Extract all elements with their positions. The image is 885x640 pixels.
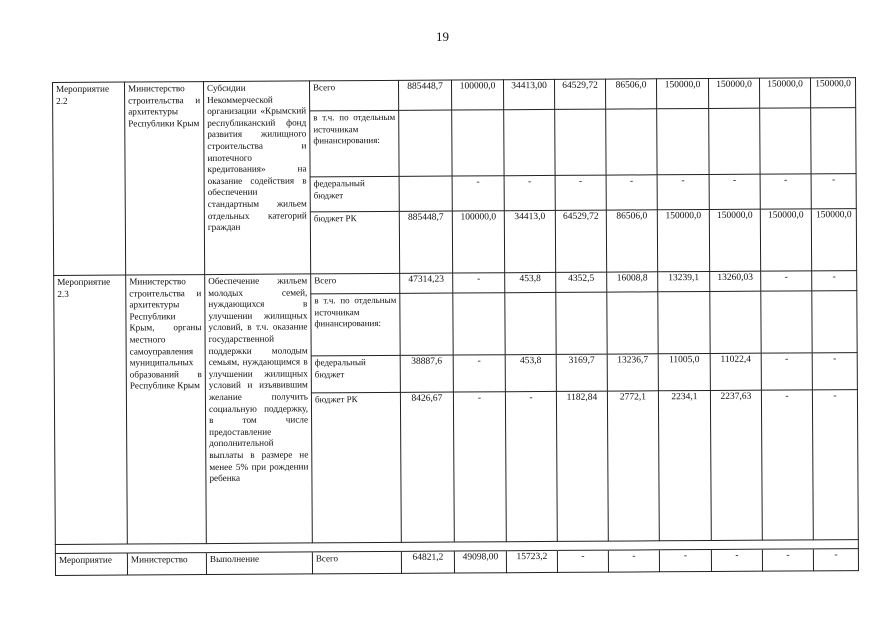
value-cell: 64821,2 bbox=[401, 551, 454, 573]
value-cell: - bbox=[761, 390, 813, 540]
value-cell bbox=[556, 292, 607, 354]
value-cell bbox=[453, 293, 505, 355]
value-cell bbox=[399, 110, 452, 176]
value-cell: - bbox=[709, 174, 760, 209]
value-cell: 11022,4 bbox=[710, 353, 761, 390]
measure-cell: Мероприятие 2.2 bbox=[53, 82, 126, 275]
value-cell bbox=[709, 108, 760, 174]
value-cell: - bbox=[711, 549, 762, 571]
value-cell: 2234,1 bbox=[658, 390, 711, 540]
value-cell: 150000,0 bbox=[657, 209, 709, 271]
value-cell: 15723,2 bbox=[506, 550, 557, 572]
value-cell: - bbox=[453, 392, 506, 542]
value-cell: - bbox=[606, 175, 657, 210]
value-cell: 34413,0 bbox=[504, 210, 555, 272]
value-cell: 885448,7 bbox=[399, 211, 452, 273]
value-cell: - bbox=[505, 391, 557, 541]
value-cell: 453,8 bbox=[505, 272, 556, 292]
value-cell: 64529,72 bbox=[554, 79, 605, 109]
description-cell: Обеспечение жильем молодых семей, нуждающихся в улучшении жилищных условий, в т.ч. оказание государственной поддержки молодым семьям, нуждающимся в улучшении жилищных условий и изъявившим желание получить социальную поддержку, в том числе предоставление дополнительной выплаты в размере не менее 5% при рождении ребенка bbox=[205, 274, 313, 544]
value-cell: 13260,03 bbox=[710, 271, 761, 291]
value-cell bbox=[761, 291, 812, 353]
value-cell: - bbox=[657, 174, 709, 209]
executor-cell: Министерство bbox=[127, 553, 206, 575]
executor-cell: Министерство строительства и архитектуры Республики Крым, органы местного самоуправления муниципальных образований в Республике Крым bbox=[126, 275, 207, 544]
value-cell: 150000,0 bbox=[709, 209, 760, 271]
value-cell: - bbox=[504, 175, 555, 210]
value-cell: 13239,1 bbox=[658, 271, 710, 291]
measure-cell: Мероприятие 2.3 bbox=[54, 275, 128, 544]
value-cell: 8426,67 bbox=[400, 392, 454, 542]
value-cell: 100000,0 bbox=[452, 211, 504, 273]
value-cell: 1182,84 bbox=[556, 391, 608, 541]
source-label: федеральный бюджет bbox=[310, 176, 399, 212]
table-row bbox=[53, 78, 856, 113]
executor-cell: Министерство строительства и архитектуры Республики Крым bbox=[125, 82, 205, 275]
value-cell: - bbox=[812, 271, 857, 291]
value-cell: 3169,7 bbox=[556, 354, 607, 391]
value-cell: 2772,1 bbox=[607, 391, 659, 541]
source-label: в т.ч. по отдельным источникам финансирования: bbox=[311, 293, 400, 356]
value-cell: - bbox=[812, 353, 857, 390]
value-cell bbox=[504, 109, 555, 175]
value-cell: - bbox=[453, 273, 505, 293]
description-cell: Выполнение bbox=[206, 552, 312, 575]
value-cell bbox=[710, 291, 761, 353]
value-cell bbox=[505, 292, 556, 354]
value-cell: 2237,63 bbox=[710, 390, 762, 540]
value-cell bbox=[606, 109, 657, 175]
description-cell: Субсидии Некоммерческой организации «Крымский республиканский фонд развития жилищного строительства и ипотечного кредитования» на оказание содействия в обеспечении стандартным жильем отдельных категорий граждан bbox=[204, 81, 311, 275]
value-cell: 150000,0 bbox=[811, 209, 856, 271]
value-cell bbox=[658, 291, 710, 353]
value-cell: - bbox=[761, 353, 812, 390]
value-cell: - bbox=[555, 175, 606, 210]
source-label: федеральный бюджет bbox=[311, 355, 400, 393]
value-cell: - bbox=[811, 174, 856, 209]
value-cell bbox=[811, 108, 856, 174]
value-cell bbox=[607, 292, 658, 354]
value-cell: - bbox=[760, 174, 811, 209]
value-cell: 100000,0 bbox=[451, 80, 503, 110]
value-cell: - bbox=[453, 355, 505, 392]
value-cell: 13236,7 bbox=[607, 354, 658, 391]
value-cell bbox=[400, 293, 453, 355]
value-cell bbox=[760, 108, 811, 174]
value-cell: 49098,00 bbox=[454, 551, 506, 573]
value-cell: - bbox=[659, 549, 711, 571]
value-cell: - bbox=[812, 390, 858, 540]
value-cell: - bbox=[762, 549, 813, 571]
budget-table-sheet bbox=[52, 77, 858, 576]
value-cell: 150000,0 bbox=[810, 78, 855, 108]
value-cell: 11005,0 bbox=[658, 353, 710, 390]
source-label: в т.ч. по отдельным источникам финансирования: bbox=[310, 110, 399, 177]
value-cell: 150000,0 bbox=[656, 78, 708, 108]
value-cell: 16008,8 bbox=[607, 272, 658, 292]
value-cell: 150000,0 bbox=[759, 78, 810, 108]
table-row bbox=[55, 549, 858, 576]
budget-table bbox=[52, 77, 859, 576]
value-cell bbox=[555, 109, 606, 175]
source-label: Всего bbox=[312, 551, 401, 574]
value-cell: 47314,23 bbox=[400, 273, 453, 293]
value-cell: - bbox=[452, 176, 504, 211]
source-label: Всего bbox=[311, 273, 400, 294]
value-cell bbox=[657, 108, 709, 174]
value-cell: - bbox=[761, 271, 812, 291]
value-cell bbox=[399, 176, 452, 211]
value-cell: 885448,7 bbox=[398, 80, 451, 110]
value-cell: 4352,5 bbox=[556, 272, 607, 292]
value-cell: 150000,0 bbox=[760, 209, 811, 271]
value-cell bbox=[812, 291, 857, 353]
value-cell: 34413,00 bbox=[503, 79, 554, 109]
source-label: бюджет РК bbox=[310, 211, 399, 274]
value-cell: 150000,0 bbox=[708, 78, 759, 108]
value-cell: 38887,6 bbox=[400, 355, 453, 392]
value-cell: - bbox=[557, 550, 608, 572]
value-cell bbox=[452, 110, 504, 176]
page-number: 19 bbox=[436, 29, 449, 44]
value-cell: 64529,72 bbox=[555, 210, 606, 272]
value-cell: 86506,0 bbox=[605, 79, 656, 109]
measure-cell: Мероприятие bbox=[55, 553, 127, 575]
value-cell: 453,8 bbox=[505, 354, 556, 391]
value-cell: - bbox=[813, 549, 858, 571]
source-label: Всего bbox=[309, 80, 398, 111]
source-label: бюджет РК bbox=[311, 392, 401, 543]
value-cell: - bbox=[608, 550, 659, 572]
value-cell: 86506,0 bbox=[606, 210, 657, 272]
